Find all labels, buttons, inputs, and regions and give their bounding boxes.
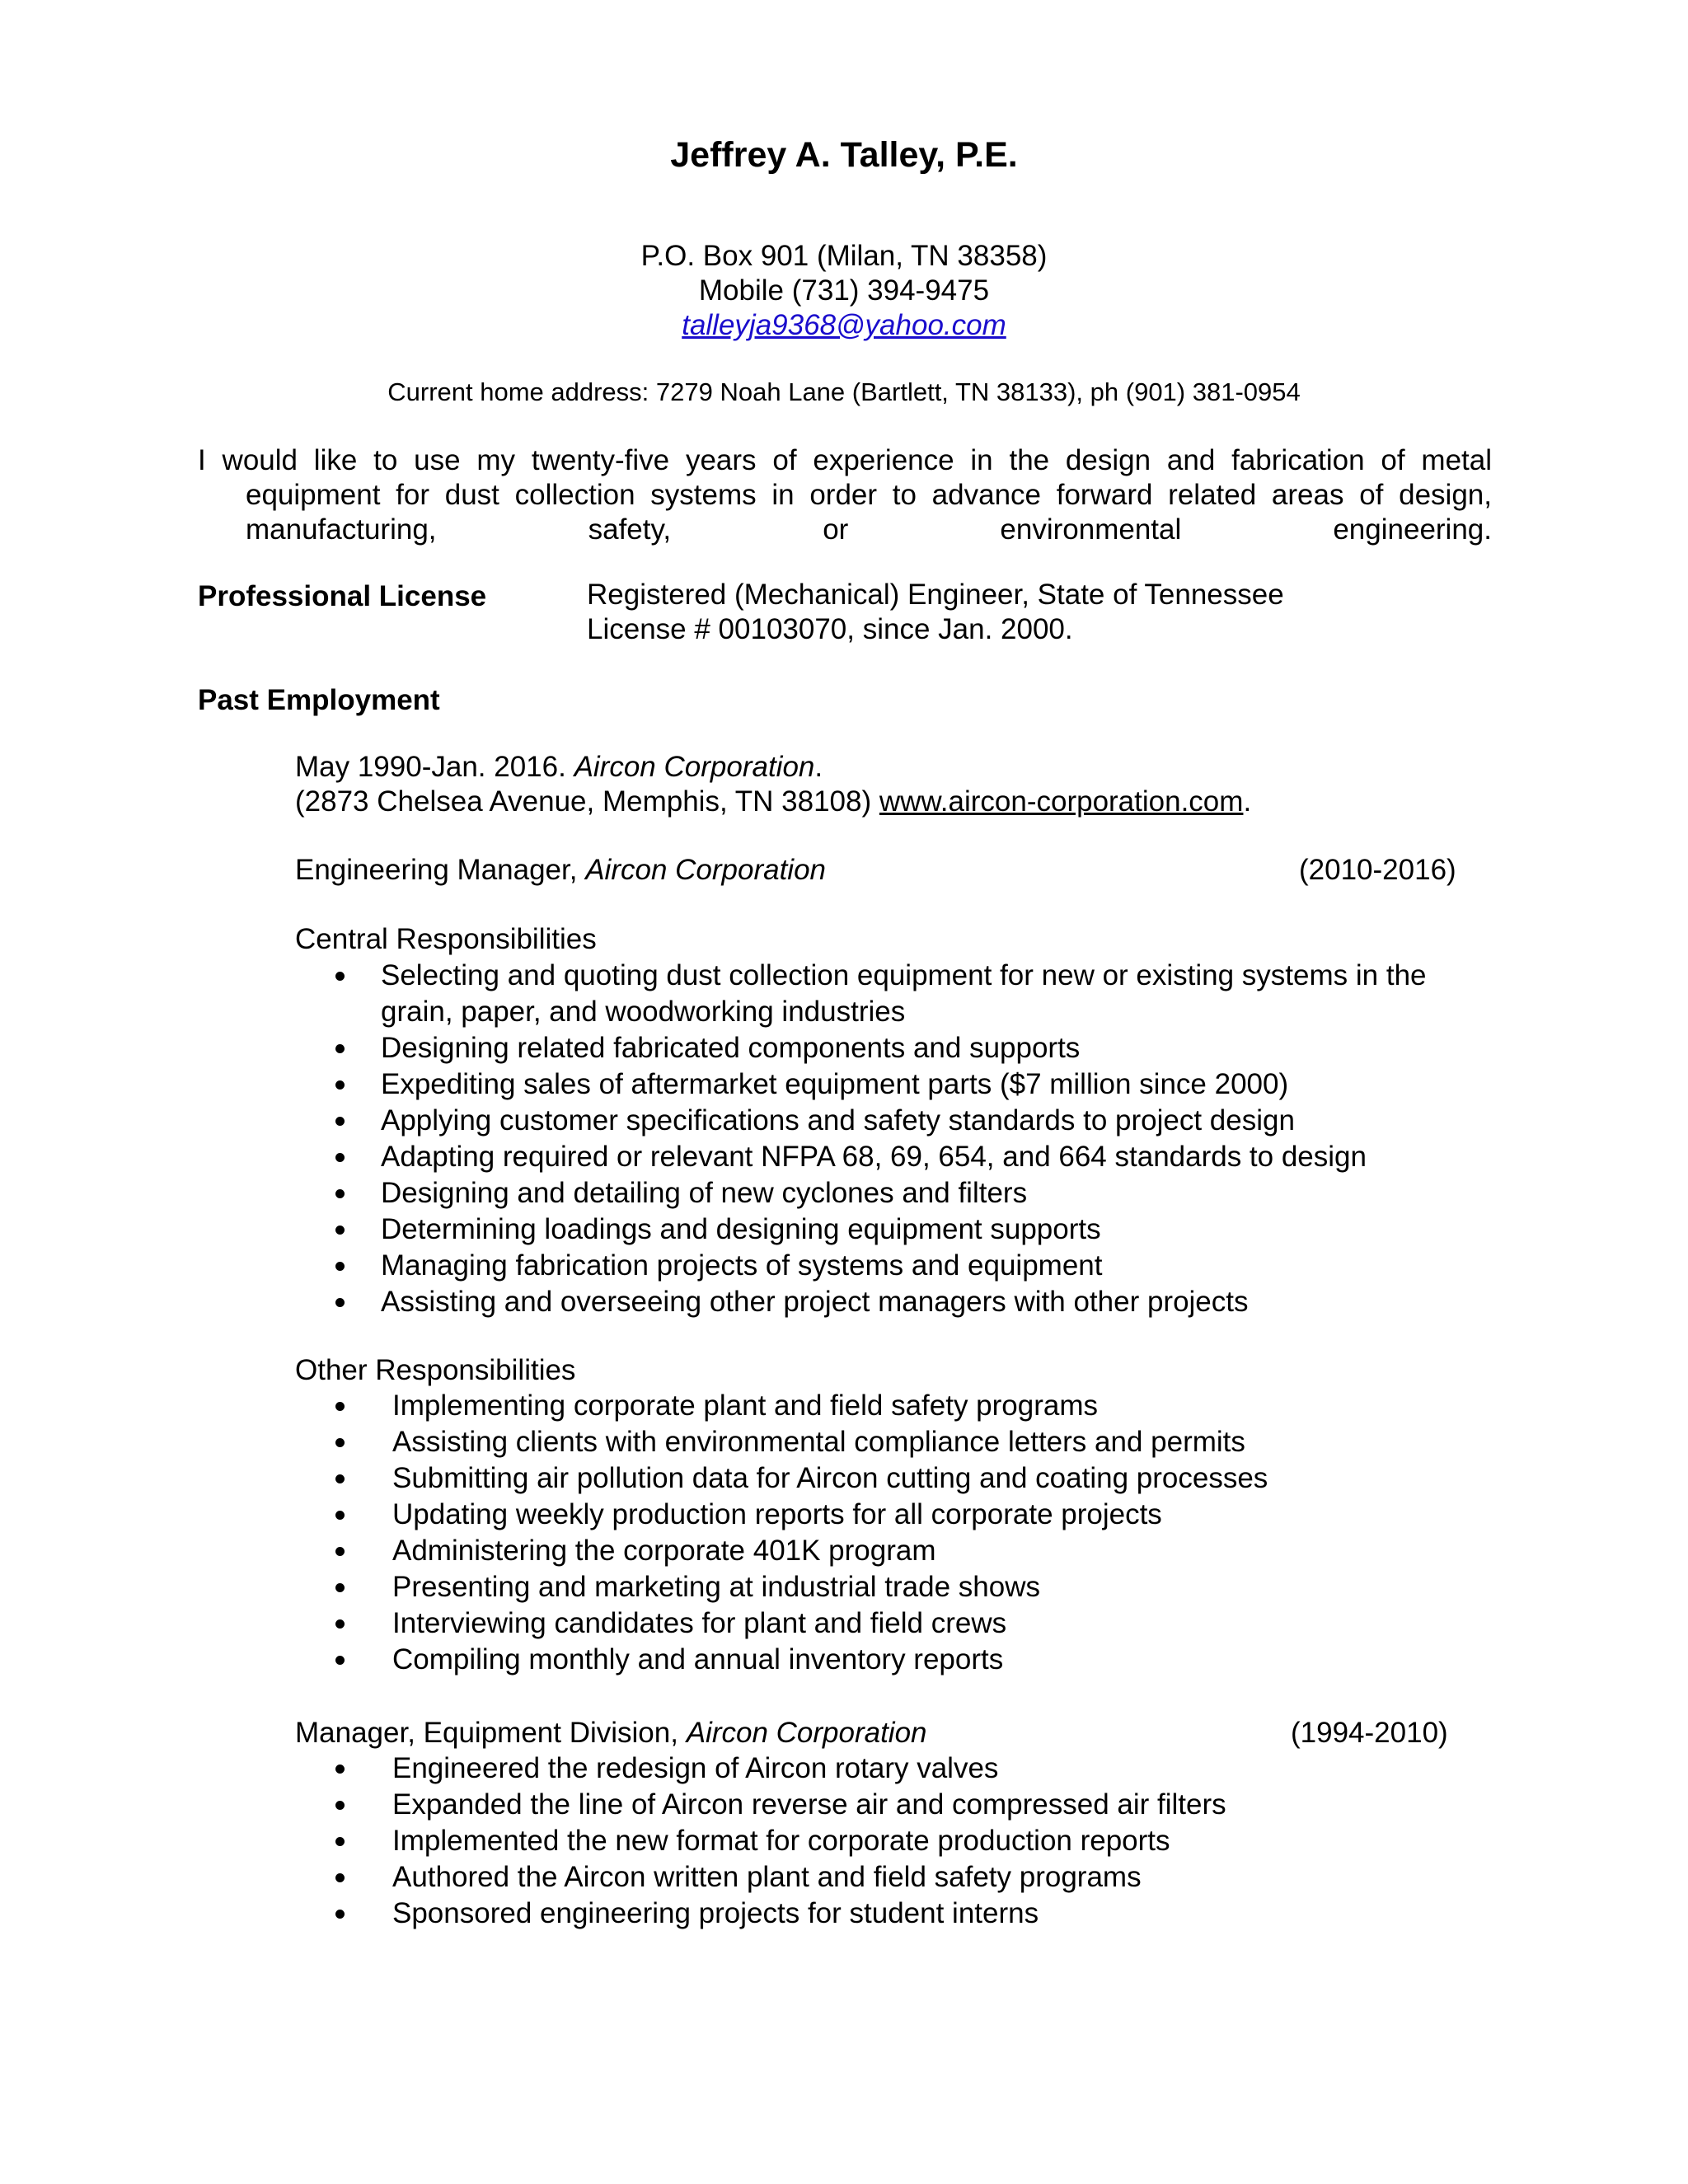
- bullet-icon: [335, 1438, 345, 1447]
- bullet-icon: [335, 1474, 345, 1483]
- bullet-icon: [335, 1044, 345, 1053]
- bullet-icon: [335, 1153, 345, 1162]
- list-item: Engineered the redesign of Aircon rotary valves: [392, 1750, 1226, 1787]
- other-list: [392, 1388, 1268, 1678]
- bullet-icon: [335, 1765, 345, 1774]
- list-item: Determining loadings and designing equipment supports: [381, 1212, 1477, 1248]
- list-item: Interviewing candidates for plant and field crews: [392, 1605, 1268, 1642]
- role1-company: Aircon Corporation: [585, 854, 827, 886]
- bullet-icon: [335, 1226, 345, 1235]
- list-item: Presenting and marketing at industrial trade shows: [392, 1569, 1268, 1605]
- list-item: Adapting required or relevant NFPA 68, 69, 654, and 664 standards to design: [381, 1139, 1477, 1175]
- role1-years: (2010-2016): [1299, 854, 1456, 886]
- other-label: Other Responsibilities: [295, 1354, 576, 1386]
- employment-address-row: (2873 Chelsea Avenue, Memphis, TN 38108) www.aircon-corporation.com.: [295, 785, 1252, 818]
- list-item: Authored the Aircon written plant and field safety programs: [392, 1859, 1226, 1896]
- list-item: Designing related fabricated components and supports: [381, 1030, 1477, 1066]
- role2-list: [392, 1750, 1226, 1932]
- bullet-icon: [335, 1873, 345, 1882]
- bullet-icon: [335, 1910, 345, 1919]
- list-item: Implemented the new format for corporate production reports: [392, 1823, 1226, 1859]
- employment-period-row: May 1990-Jan. 2016. Aircon Corporation.: [295, 751, 823, 783]
- bullet-icon: [335, 1837, 345, 1846]
- employment-company: Aircon Corporation: [574, 751, 815, 783]
- list-item: Assisting and overseeing other project managers with other projects: [381, 1284, 1477, 1320]
- employment-address: (2873 Chelsea Avenue, Memphis, TN 38108): [295, 785, 872, 818]
- bullet-icon: [335, 1262, 345, 1271]
- objective-line2: manufacturing, safety, or environmental engineering.: [246, 513, 1492, 546]
- central-list: [381, 958, 1477, 1320]
- bullet-icon: [335, 1547, 345, 1556]
- po-box: P.O. Box 901 (Milan, TN 38358): [640, 240, 1048, 272]
- list-item: Administering the corporate 401K program: [392, 1533, 1268, 1569]
- license-line2: License # 00103070, since Jan. 2000.: [587, 613, 1073, 645]
- bullet-icon: [335, 1402, 345, 1411]
- list-item: Applying customer specifications and safety standards to project design: [381, 1103, 1477, 1139]
- bullet-icon: [335, 1511, 345, 1520]
- role2-heading: [295, 1716, 927, 1750]
- role1-heading: [295, 853, 826, 888]
- list-item: Updating weekly production reports for all corporate projects: [392, 1497, 1268, 1533]
- bullet-icon: [335, 1189, 345, 1198]
- list-item: Assisting clients with environmental compliance letters and permits: [392, 1424, 1268, 1460]
- employment-period: May 1990-Jan. 2016.: [295, 751, 566, 783]
- role2-company: Aircon Corporation: [686, 1717, 927, 1749]
- role1-title: Engineering Manager,: [295, 854, 578, 886]
- bullet-icon: [335, 1080, 345, 1090]
- bullet-icon: [335, 1656, 345, 1665]
- bullet-icon: [335, 1619, 345, 1629]
- bullet-icon: [335, 1801, 345, 1810]
- list-item: Managing fabrication projects of systems and equipment: [381, 1248, 1477, 1284]
- employment-label: Past Employment: [198, 684, 440, 716]
- list-item: Sponsored engineering projects for student interns: [392, 1896, 1226, 1932]
- bullet-icon: [335, 1117, 345, 1126]
- bullet-icon: [335, 1583, 345, 1592]
- email-link[interactable]: talleyja9368@yahoo.com: [682, 309, 1006, 341]
- bullet-icon: [335, 1298, 345, 1307]
- role2-years: (1994-2010): [1291, 1717, 1448, 1749]
- home-address: Current home address: 7279 Noah Lane (Bartlett, TN 38133), ph (901) 381-0954: [387, 377, 1301, 406]
- license-label: Professional License: [198, 580, 487, 612]
- email-row: [0, 308, 1688, 343]
- objective-line1: I would like to use my twenty-five years of experience in the design and fabrication of metal equipment for dust collection systems in order to advance forward related areas of design,: [198, 444, 1492, 511]
- list-item: Compiling monthly and annual inventory reports: [392, 1642, 1268, 1678]
- candidate-name: Jeffrey A. Talley, P.E.: [670, 135, 1018, 175]
- mobile-phone: Mobile (731) 394-9475: [698, 274, 990, 307]
- central-label: Central Responsibilities: [295, 923, 597, 955]
- license-line1: Registered (Mechanical) Engineer, State of Tennessee: [587, 579, 1284, 611]
- list-item: Implementing corporate plant and field safety programs: [392, 1388, 1268, 1424]
- company-website-link[interactable]: www.aircon-corporation.com: [879, 785, 1244, 818]
- list-item: Designing and detailing of new cyclones and filters: [381, 1175, 1477, 1212]
- list-item: Selecting and quoting dust collection equipment for new or existing systems in the grain, paper, and woodworking industries: [381, 958, 1477, 1030]
- bullet-icon: [335, 972, 345, 981]
- list-item: Expediting sales of aftermarket equipment parts ($7 million since 2000): [381, 1066, 1477, 1103]
- objective: [198, 443, 1492, 582]
- list-item: Submitting air pollution data for Aircon cutting and coating processes: [392, 1460, 1268, 1497]
- role2-title: Manager, Equipment Division,: [295, 1717, 678, 1749]
- list-item: Expanded the line of Aircon reverse air and compressed air filters: [392, 1787, 1226, 1823]
